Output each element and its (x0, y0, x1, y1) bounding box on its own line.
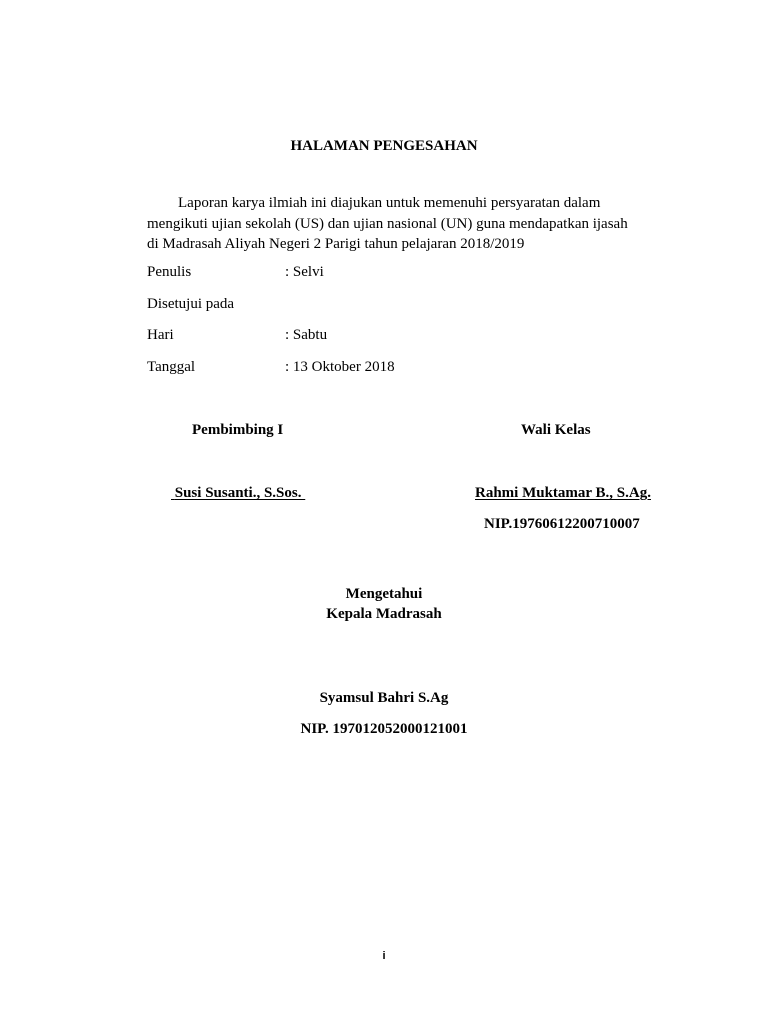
penulis-value: : Selvi (285, 264, 324, 280)
hari-value: : Sabtu (285, 327, 328, 343)
paragraph-line (147, 193, 647, 214)
wali-kelas-nip: NIP.19760612200710007 (484, 516, 640, 532)
pembimbing-name (171, 485, 305, 502)
wali-kelas-role: Wali Kelas (521, 422, 591, 438)
pembimbing-role: Pembimbing I (192, 422, 284, 438)
hari-label: Hari (147, 327, 174, 343)
wali-kelas-name: Rahmi Muktamar B., S.Ag. (475, 485, 651, 501)
tanggal-value: : 13 Oktober 2018 (285, 359, 395, 375)
kepala-madrasah-nip: NIP. 197012052000121001 (300, 721, 468, 737)
intro-paragraph (147, 193, 647, 255)
page-title: HALAMAN PENGESAHAN (290, 138, 478, 154)
paragraph-line-2: mengikuti ujian sekolah (US) dan ujian nasional (UN) guna mendapatkan ijasah (147, 215, 628, 232)
kepala-madrasah-name: Syamsul Bahri S.Ag (319, 690, 449, 706)
mengetahui-label: Mengetahui (345, 586, 423, 602)
paragraph-line-1: Laporan karya ilmiah ini diajukan untuk memenuhi persyaratan dalam (178, 195, 601, 211)
paragraph-line-3: di Madrasah Aliyah Negeri 2 Parigi tahun pelajaran 2018/2019 (147, 236, 525, 252)
disetujui-label: Disetujui pada (147, 296, 235, 312)
pembimbing-name-text: Susi Susanti., S.Sos. (174, 485, 302, 501)
kepala-madrasah-role: Kepala Madrasah (326, 606, 442, 622)
page-number: i (382, 950, 386, 962)
penulis-label: Penulis (147, 264, 192, 280)
tanggal-label: Tanggal (147, 359, 196, 375)
